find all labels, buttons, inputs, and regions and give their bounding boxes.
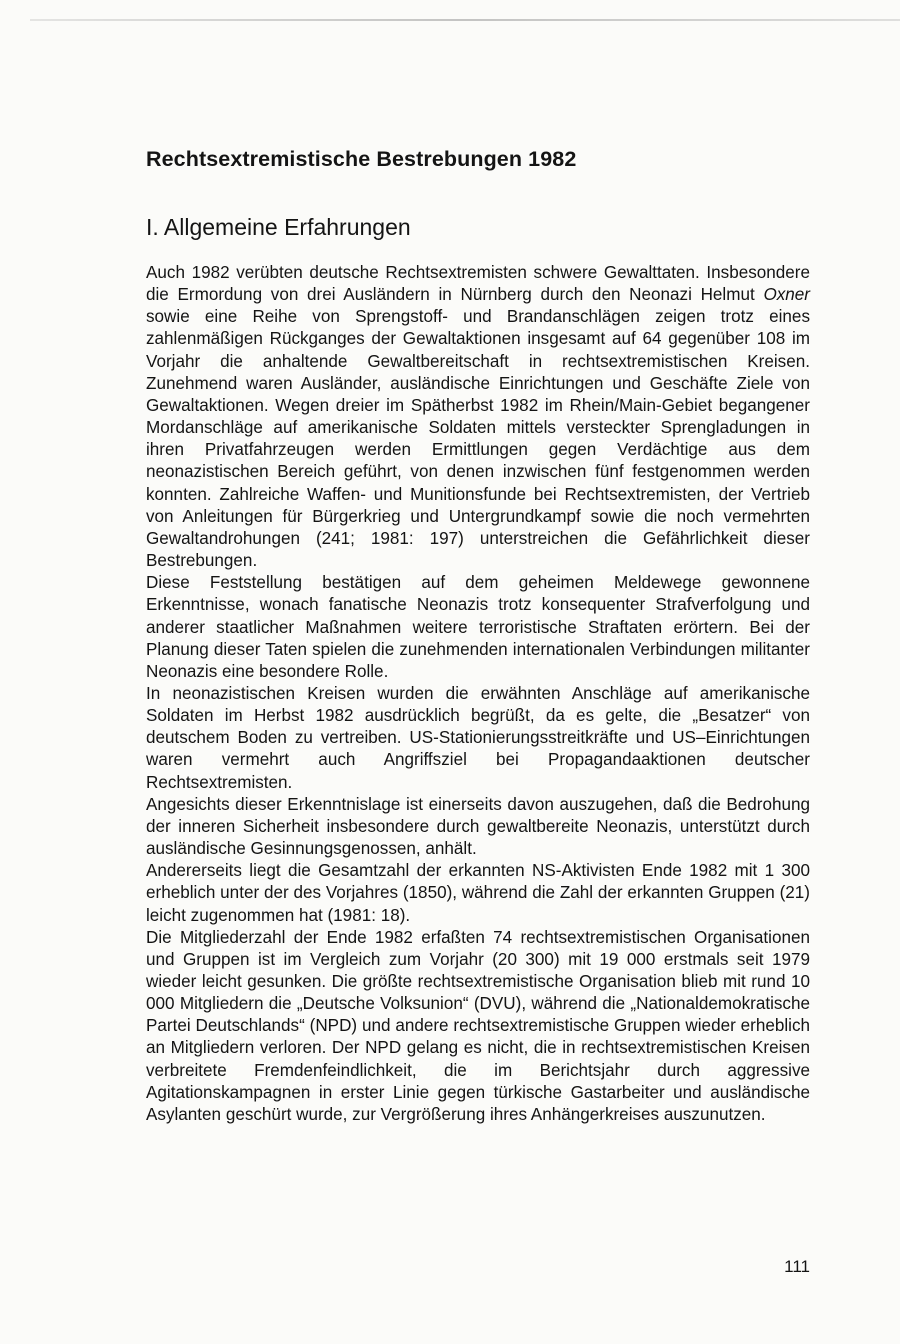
section-heading: I. Allgemeine Erfahrungen: [146, 214, 411, 240]
paragraph-3: In neonazistischen Kreisen wurden die erwähnten Anschläge auf amerikanische Soldaten im Herbst 1982 ausdrücklich begrüßt, da es gelte, die „Besatzer“ von deutschem Boden zu vertreiben. US-Stationierungsstreitkräfte und US–Einrichtungen waren vermehrt auch Angriffsziel bei Propagandaaktionen deutscher Rechtsextremisten.: [146, 683, 810, 792]
italic-name: Oxner: [763, 285, 810, 305]
paragraph-4: Angesichts dieser Erkenntnislage ist einerseits davon auszugehen, daß die Bedrohung der inneren Sicherheit insbesondere durch gewaltbereite Neonazis, unterstützt durch ausländische Gesinnungsgenossen, anhält.: [146, 794, 810, 859]
scan-edge-line: [30, 19, 900, 21]
paragraph-1-text-end: sowie eine Reihe von Sprengstoff- und Brandanschlägen zeigen trotz eines zahlenmäßigen Rückganges der Gewaltaktionen insgesamt auf 64 gegenüber 108 im Vorjahr die anhaltende Gewaltbereitschaft in rechtsextremistischen Kreisen. Zunehmend waren Ausländer, ausländische Einrichtungen und Geschäfte Ziele von Gewaltaktionen. Wegen dreier im Spätherbst 1982 im Rhein/Main-Gebiet begangener Mordanschläge auf amerikanische Soldaten mittels versteckter Sprengladungen in ihren Privatfahrzeugen werden Ermittlungen gegen Verdächtige aus dem neonazistischen Bereich geführt, von denen inzwischen fünf festgenommen werden konnten. Zahlreiche Waffen- und Munitionsfunde bei Rechtsextremisten, der Vertrieb von Anleitungen für Bürgerkrieg und Untergrundkampf sowie die noch vermehrten Gewaltandrohungen (241; 1981: 197) unterstreichen die Gefährlichkeit dieser Bestrebungen.: [146, 307, 810, 571]
paragraph-2: Diese Feststellung bestätigen auf dem geheimen Meldewege gewonnene Erkenntnisse, wonach fanatische Neonazis trotz konsequenter Strafverfolgung und anderer staatlicher Maßnahmen weitere terroristische Straftaten erörtern. Bei der Planung dieser Taten spielen die zunehmenden internationalen Verbindungen militanter Neonazis eine besondere Rolle.: [146, 573, 810, 681]
body-text: [146, 262, 810, 1126]
paragraph-5: Andererseits liegt die Gesamtzahl der erkannten NS-Aktivisten Ende 1982 mit 1 300 erheblich unter der des Vorjahres (1850), während die Zahl der erkannten Gruppen (21) leicht zugenommen hat (1981: 18).: [146, 861, 810, 925]
page-title: Rechtsextremistische Bestrebungen 1982: [146, 147, 577, 171]
page-number: 111: [784, 1257, 810, 1276]
paragraph-1: [146, 262, 810, 572]
paragraph-6: Die Mitgliederzahl der Ende 1982 erfaßten 74 rechtsextremistischen Organisationen und Gruppen ist im Vergleich zum Vorjahr (20 300) mit 19 000 erstmals seit 1979 wieder leicht gesunken. Die größte rechtsextremistische Organisation blieb mit rund 10 000 Mitgliedern die „Deutsche Volksunion“ (DVU), während die „Nationaldemokratische Partei Deutschlands“ (NPD) und andere rechtsextremistische Gruppen wieder erheblich an Mitgliedern verloren. Der NPD gelang es nicht, die in rechtsextremistischen Kreisen verbreitete Fremdenfeindlichkeit, die im Berichtsjahr durch aggressive Agitationskampagnen in erster Linie gegen türkische Gastarbeiter und ausländische Asylanten geschürt wurde, zur Vergrößerung ihres Anhängerkreises auszunutzen.: [146, 927, 810, 1124]
paragraph-1-text-start: Auch 1982 verübten deutsche Rechtsextremisten schwere Gewalttaten. Insbesondere die Ermordung von drei Ausländern in Nürnberg durch den Neonazi Helmut: [146, 263, 810, 305]
